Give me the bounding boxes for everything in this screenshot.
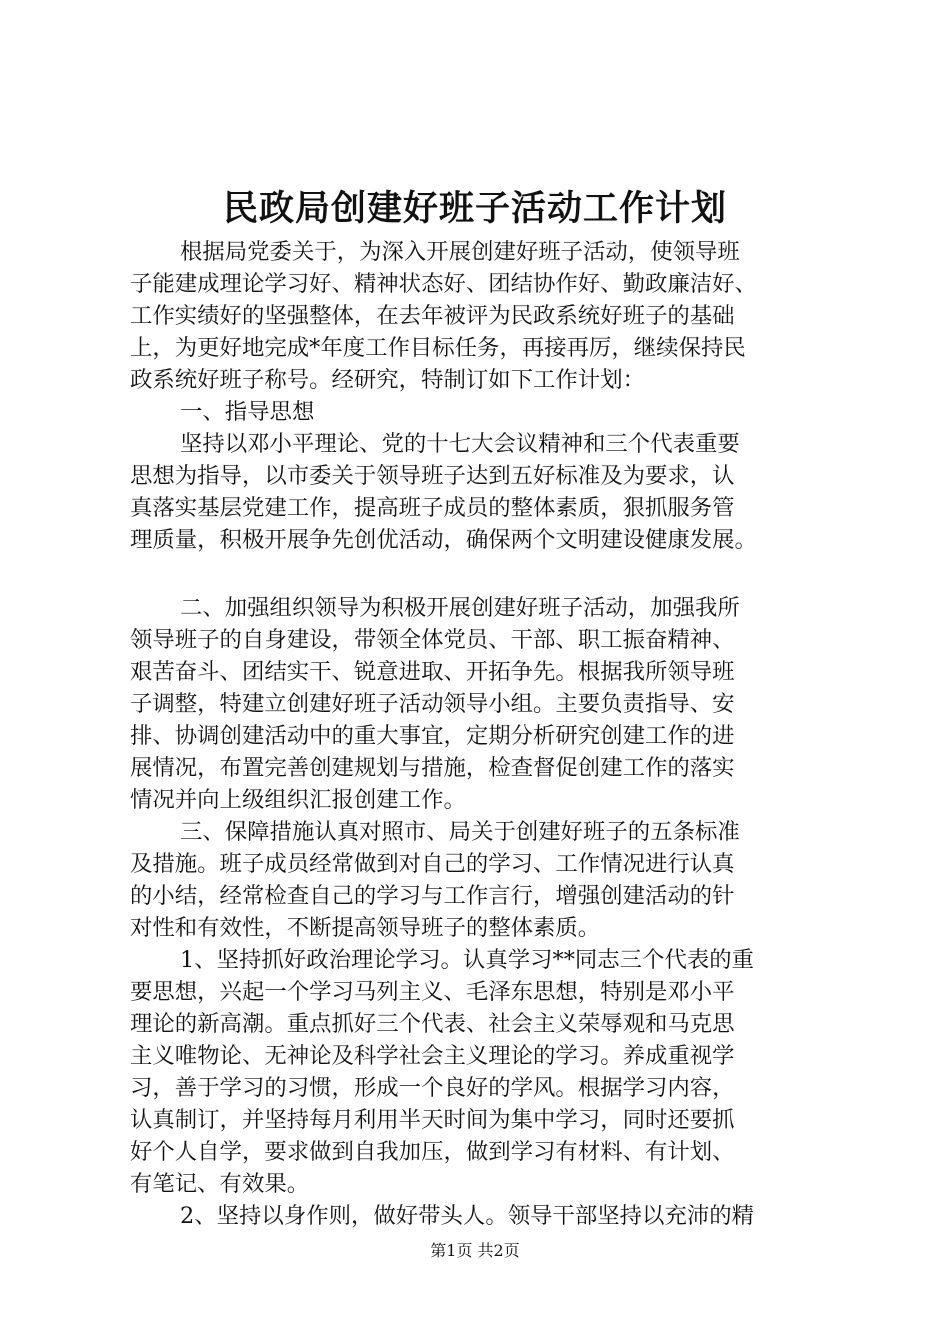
text-line: 的小结，经常检查自己的学习与工作言行，增强创建活动的针 <box>130 883 735 909</box>
text-line: 真落实基层党建工作，提高班子成员的整体素质，狠抓服务管 <box>130 495 735 521</box>
text-line: 思想为指导，以市委关于领导班子达到五好标准及为要求，认 <box>130 463 735 489</box>
document-title: 民政局创建好班子活动工作计划 <box>222 188 727 229</box>
text-line: 1、坚持抓好政治理论学习。认真学习**同志三个代表的重 <box>180 947 755 973</box>
section-heading: 一、指导思想 <box>180 399 315 425</box>
text-line: 艰苦奋斗、团结实干、锐意进取、开拓争先。根据我所领导班 <box>130 659 735 685</box>
text-line: 根据局党委关于，为深入开展创建好班子活动，使领导班 <box>180 239 740 265</box>
text-line: 理质量，积极开展争先创优活动，确保两个文明建设健康发展。 <box>130 527 757 553</box>
text-line: 三、保障措施认真对照市、局关于创建好班子的五条标准 <box>180 819 740 845</box>
text-line: 及措施。班子成员经常做到对自己的学习、工作情况进行认真 <box>130 851 735 877</box>
text-line: 认真制订，并坚持每月利用半天时间为集中学习，同时还要抓 <box>130 1107 735 1133</box>
text-line: 工作实绩好的坚强整体，在去年被评为民政系统好班子的基础 <box>130 303 735 329</box>
text-line: 政系统好班子称号。经研究，特制订如下工作计划： <box>130 367 645 393</box>
text-line: 理论的新高潮。重点抓好三个代表、社会主义荣辱观和马克思 <box>130 1011 735 1037</box>
text-line: 子能建成理论学习好、精神状态好、团结协作好、勤政廉洁好、 <box>130 271 757 297</box>
text-line: 习，善于学习的习惯，形成一个良好的学风。根据学习内容， <box>130 1075 735 1101</box>
document-body <box>130 236 852 1232</box>
text-line: 有笔记、有效果。 <box>130 1171 310 1197</box>
text-line: 坚持以邓小平理论、党的十七大会议精神和三个代表重要 <box>180 431 740 457</box>
text-line: 子调整，特建立创建好班子活动领导小组。主要负责指导、安 <box>130 691 735 717</box>
text-line: 好个人自学，要求做到自我加压，做到学习有材料、有计划、 <box>130 1139 735 1165</box>
text-line: 对性和有效性，不断提高领导班子的整体素质。 <box>130 915 601 941</box>
text-line: 情况并向上级组织汇报创建工作。 <box>130 787 466 813</box>
text-line: 领导班子的自身建设，带领全体党员、干部、职工振奋精神、 <box>130 627 735 653</box>
paragraph-gap <box>130 556 852 592</box>
text-line: 二、加强组织领导为积极开展创建好班子活动，加强我所 <box>180 595 740 621</box>
text-line: 主义唯物论、无神论及科学社会主义理论的学习。养成重视学 <box>130 1043 735 1069</box>
text-line: 排、协调创建活动中的重大事宜，定期分析研究创建工作的进 <box>130 723 735 749</box>
text-line: 要思想，兴起一个学习马列主义、毛泽东思想，特别是邓小平 <box>130 979 735 1005</box>
page-footer: 第1页 共2页 <box>430 1241 520 1260</box>
text-line: 展情况，布置完善创建规划与措施，检查督促创建工作的落实 <box>130 755 735 781</box>
text-line: 上，为更好地完成*年度工作目标任务，再接再厉，继续保持民 <box>130 335 746 361</box>
text-line: 2、坚持以身作则，做好带头人。领导干部坚持以充沛的精 <box>180 1203 755 1229</box>
